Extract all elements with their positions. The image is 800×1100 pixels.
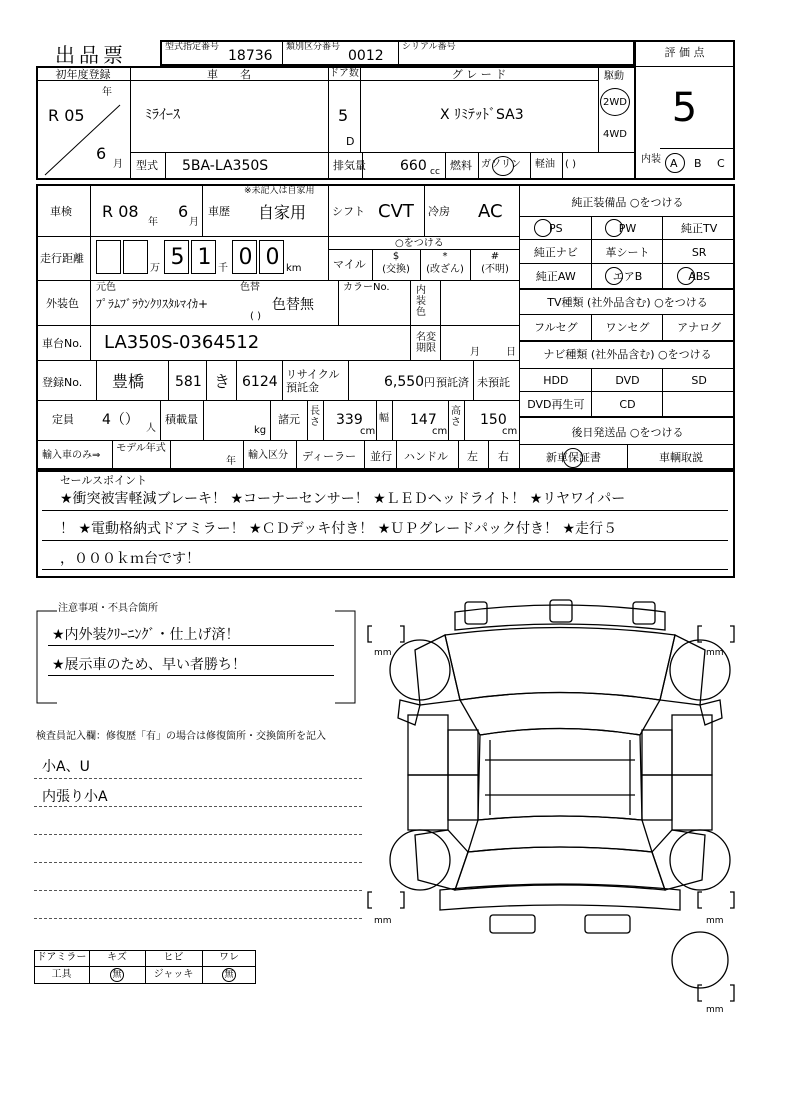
- bottom-header-mirror: ドアミラー: [36, 952, 87, 963]
- length-unit: cm: [360, 426, 376, 437]
- mile-opt-tamper: (改ざん): [426, 264, 464, 275]
- inspection-year-unit: 年: [148, 217, 158, 228]
- length-label: 長さ: [310, 406, 320, 428]
- navi-cell: [520, 368, 592, 392]
- repaint-paren: ( ): [250, 311, 261, 322]
- mileage-label: 走行距離: [40, 252, 84, 265]
- load-label: 積載量: [165, 413, 198, 426]
- genuine-item: PW: [618, 221, 637, 235]
- capacity-label: 定員: [52, 413, 74, 426]
- later-manual: 車輌取説: [659, 451, 703, 464]
- model-year-unit: 年: [226, 456, 236, 467]
- fuel-paren: ( ): [565, 159, 576, 170]
- navi-item: SD: [691, 373, 707, 387]
- inspection-month: 6: [178, 202, 189, 221]
- width-value: 147: [410, 412, 437, 428]
- genuine-item: 純正ナビ: [533, 245, 578, 259]
- car-diagram: [360, 590, 760, 1030]
- odometer-digit-cell: [123, 240, 148, 274]
- displacement-value: 660: [400, 158, 427, 174]
- bottom-header-scratch: キズ: [107, 952, 127, 963]
- score-value: 5: [671, 85, 698, 131]
- fuel-gasoline: ガソリン: [481, 159, 521, 170]
- shift-label: シフト: [332, 205, 365, 218]
- sales-line-1: ★衝突被害軽減ブレーキ！ ★コーナーセンサー！ ★ＬＥＤヘッドライト！ ★リヤワイパー: [60, 491, 626, 507]
- mm-front-left: mm: [374, 648, 392, 658]
- drive-2wd: 2WD: [603, 97, 627, 108]
- first-reg-month-unit: 月: [113, 159, 123, 170]
- recycle-amount: 6,550: [384, 374, 425, 390]
- handle-left: 左: [467, 450, 478, 463]
- tv-cell: [663, 314, 735, 340]
- score-label: 評 価 点: [664, 46, 705, 59]
- odometer-digit-cell: [191, 240, 216, 274]
- odometer-unit: 千: [218, 263, 228, 274]
- displacement-unit: cc: [430, 167, 440, 177]
- mile-note: ○をつける: [395, 238, 444, 249]
- sales-label: セールスポイント: [60, 474, 148, 487]
- width-label: 幅: [379, 413, 389, 424]
- genuine-cell: [663, 264, 735, 288]
- doors-label: ドア数: [329, 68, 359, 79]
- bottom-jack-circle: [222, 968, 236, 982]
- sales-line-3: ，０００ｋｍ台です！: [60, 551, 200, 567]
- class-no: 0012: [348, 48, 384, 64]
- import-parallel: 並行: [370, 450, 392, 463]
- genuine-cell: [592, 240, 664, 264]
- genuine-item: 革シート: [605, 245, 650, 259]
- genuine-cell: [663, 240, 735, 264]
- shift-value: CVT: [378, 201, 414, 222]
- mm-front-right: mm: [706, 648, 724, 658]
- tv-item: ワンセグ: [605, 320, 650, 334]
- notes-label: 注意事項・不具合箇所: [58, 603, 158, 614]
- recycle-unit: 円: [424, 376, 435, 389]
- odometer-digit-cell: [232, 240, 257, 274]
- plate-number: 6124: [242, 374, 278, 390]
- recycle-unpaid: 未預託: [477, 376, 510, 389]
- capacity-value: 4（）: [102, 412, 139, 428]
- later-warranty-circle: [563, 448, 583, 468]
- genuine-grid: [520, 216, 735, 288]
- model-label: 型式: [136, 159, 158, 172]
- genuine-item: PS: [549, 221, 563, 235]
- genuine-cell: [520, 216, 592, 240]
- bottom-tools-mark: 無: [112, 970, 122, 980]
- first-reg-month: 6: [96, 144, 107, 163]
- height-label: 高さ: [451, 406, 461, 428]
- genuine-cell: [520, 240, 592, 264]
- genuine-title: 純正装備品 ○をつける: [571, 196, 684, 209]
- odometer-digit: 5: [170, 245, 185, 270]
- drive-label: 駆動: [604, 71, 624, 82]
- inspection-era: R 08: [102, 202, 139, 221]
- height-unit: cm: [502, 426, 518, 437]
- bottom-jack-label: ジャッキ: [153, 969, 194, 980]
- mm-rear-right: mm: [706, 916, 724, 926]
- grade-value: X ﾘﾐﾃｯﾄﾞSA3: [440, 107, 524, 123]
- name-change-day: 日: [506, 347, 516, 358]
- mile-opt-tamper-sym: *: [442, 251, 448, 262]
- plate-class: 581: [175, 374, 202, 390]
- mile-label: マイル: [333, 258, 366, 271]
- import-label: 輸入車のみ⇒: [42, 450, 101, 461]
- import-class-label: 輸入区分: [248, 450, 288, 461]
- navi-grid: [520, 368, 735, 416]
- notes-frame: [35, 603, 357, 708]
- doors-suffix: D: [346, 135, 355, 148]
- grade-label: グ レ ー ド: [451, 68, 507, 81]
- form-title: 出品票: [55, 43, 127, 67]
- odometer-unit: km: [286, 263, 302, 274]
- ac-label: 冷房: [428, 205, 450, 218]
- navi-item: DVD: [615, 373, 640, 387]
- sales-line-2: ！ ★電動格納式ドアミラー！ ★ＣＤデッキ付き！ ★ＵＰグレードパック付き！ ★走行５: [60, 521, 618, 537]
- name-change-label: 名変期限: [416, 332, 436, 354]
- interior-grade-a: A: [670, 157, 678, 170]
- ac-value: AC: [478, 201, 503, 222]
- mm-rear-left: mm: [374, 916, 392, 926]
- genuine-cell: [592, 264, 664, 288]
- genuine-item: 純正TV: [681, 221, 718, 235]
- mile-opt-exchange: (交換): [382, 264, 410, 275]
- genuine-cell: [663, 216, 735, 240]
- orig-color-label: 元色: [96, 282, 116, 293]
- notes-line-2: ★展示車のため、早い者勝ち！: [52, 657, 246, 673]
- history-value: 自家用: [258, 203, 307, 222]
- navi-item: HDD: [543, 373, 569, 387]
- tv-title: TV種類 (社外品含む) ○をつける: [547, 296, 708, 309]
- navi-cell: [520, 392, 592, 416]
- genuine-item: SR: [691, 245, 707, 259]
- load-unit: kg: [254, 425, 267, 436]
- odometer-digit-cell: [96, 240, 121, 274]
- interior-grade-a-circle: [665, 153, 685, 173]
- mile-opt-unknown: (不明): [481, 264, 509, 275]
- tv-item: アナログ: [677, 320, 722, 334]
- navi-cell: [592, 368, 664, 392]
- odometer-digit: 0: [265, 245, 280, 270]
- notes-line-1: ★内外装ｸﾘｰﾆﾝｸﾞ・仕上げ済！: [52, 627, 240, 643]
- handle-right: 右: [498, 450, 509, 463]
- plate-label: 登録No.: [42, 376, 83, 389]
- recycle-label: リサイクル預託金: [286, 368, 340, 395]
- odometer-digit-cell: [259, 240, 284, 274]
- bottom-jack-mark: 無: [224, 970, 234, 980]
- odometer-digit: 0: [238, 245, 253, 270]
- handle-label: ハンドル: [404, 450, 448, 463]
- genuine-item: エアB: [612, 269, 643, 283]
- doors-value: 5: [338, 106, 349, 125]
- first-reg-slash: [40, 100, 125, 180]
- odometer-digit-cell: [164, 240, 189, 274]
- navi-item: CD: [619, 397, 636, 411]
- tv-cell: [592, 314, 664, 340]
- inspector-line-2: 内張り小A: [42, 789, 108, 805]
- navi-cell: [663, 392, 735, 416]
- car-name: ﾐﾗｲｰｽ: [145, 107, 180, 123]
- first-reg-era: R 05: [48, 106, 85, 125]
- type-no: 18736: [228, 48, 273, 64]
- odometer-unit: 万: [150, 263, 160, 274]
- displacement-label: 排気量: [333, 159, 366, 172]
- bottom-header-crack: ヒビ: [163, 952, 184, 963]
- color-no-label: カラーNo.: [343, 282, 390, 293]
- type-no-label: 型式指定番号: [165, 42, 220, 52]
- plate-area: 豊橋: [112, 372, 145, 391]
- inspector-line-1: 小A、U: [42, 759, 90, 775]
- repaint-label: 色替: [240, 282, 260, 293]
- navi-item: DVD再生可: [527, 397, 585, 411]
- first-reg-year-unit: 年: [102, 87, 112, 98]
- history-note: ※未記入は自家用: [244, 186, 315, 196]
- dims-label: 諸元: [278, 413, 300, 426]
- height-value: 150: [480, 412, 507, 428]
- history-label: 車歴: [208, 205, 230, 218]
- chassis-label: 車台No.: [42, 337, 83, 350]
- drive-2wd-circle: [600, 88, 630, 116]
- mile-opt-exchange-sym: $: [392, 251, 400, 262]
- mile-opt-unknown-sym: #: [490, 251, 500, 262]
- navi-cell: [663, 368, 735, 392]
- interior-grade-b: B: [694, 157, 702, 170]
- interior-label: 内装: [641, 154, 661, 165]
- odometer: [96, 238, 321, 278]
- equipment-circle: [534, 219, 552, 237]
- drive-4wd: 4WD: [603, 129, 627, 140]
- car-name-label: 車 名: [207, 68, 251, 81]
- width-unit: cm: [432, 426, 448, 437]
- model-value: 5BA-LA350S: [182, 158, 269, 174]
- ext-color-label: 外装色: [46, 297, 79, 310]
- inspector-label: 検査員記入欄：修復歴「有」の場合は修復箇所・交換箇所を記入: [36, 731, 326, 742]
- tv-cell: [520, 314, 592, 340]
- chassis-value: LA350S-0364512: [104, 332, 260, 353]
- genuine-item: ABS: [688, 269, 711, 283]
- fuel-gasoline-circle: [492, 156, 514, 176]
- bottom-tools-circle: [110, 968, 124, 982]
- navi-title: ナビ種類 (社外品含む) ○をつける: [543, 348, 712, 361]
- genuine-cell: [592, 216, 664, 240]
- genuine-item: 純正AW: [535, 269, 576, 283]
- class-no-label: 類別区分番号: [286, 42, 341, 52]
- navi-cell: [592, 392, 664, 416]
- interior-grade-c: C: [717, 157, 725, 170]
- bottom-tools-label: 工具: [51, 969, 72, 980]
- capacity-unit: 人: [146, 423, 156, 434]
- serial-label: シリアル番号: [402, 42, 456, 52]
- tv-item: フルセグ: [534, 320, 578, 334]
- inspection-label: 車検: [50, 205, 72, 218]
- first-reg-label: 初年度登録: [55, 68, 111, 81]
- length-value: 339: [336, 412, 363, 428]
- model-year-label: モデル年式: [116, 443, 166, 454]
- orig-color: ﾌﾟﾗﾑﾌﾞﾗｳﾝｸﾘｽﾀﾙﾏｲｶ+: [96, 297, 209, 311]
- fuel-diesel: 軽油: [535, 159, 555, 170]
- inspection-month-unit: 月: [189, 217, 199, 228]
- int-color-label: 内装色: [416, 285, 426, 318]
- name-change-month: 月: [470, 347, 480, 358]
- repaint-value: 色替無: [272, 297, 314, 313]
- recycle-status: 預託済: [436, 376, 469, 389]
- genuine-cell: [520, 264, 592, 288]
- bottom-header-break: ワレ: [219, 952, 239, 963]
- import-dealer: ディーラー: [302, 450, 357, 463]
- later-warranty: 新車保証書: [546, 451, 601, 464]
- mm-spare: mm: [706, 1005, 724, 1015]
- fuel-label: 燃料: [450, 159, 472, 172]
- plate-kana: き: [214, 372, 231, 391]
- tv-grid: [520, 314, 735, 340]
- odometer-digit: 1: [197, 245, 212, 270]
- later-title: 後日発送品 ○をつける: [571, 426, 684, 439]
